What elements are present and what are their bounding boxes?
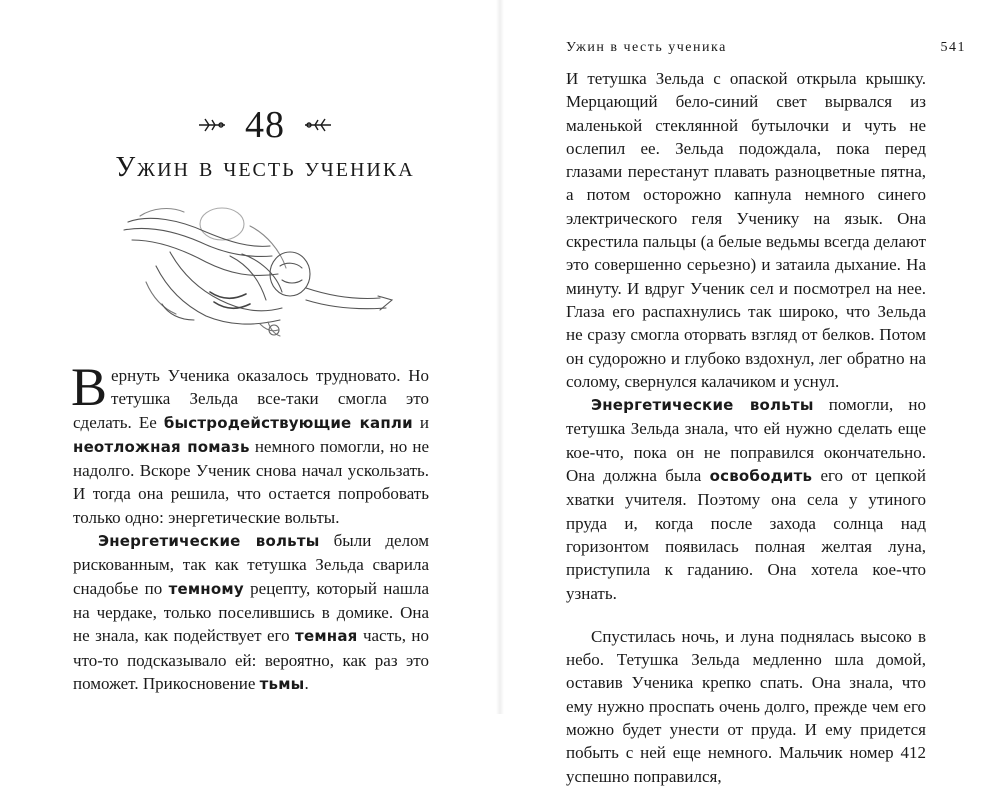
running-head-title: Ужин в честь ученика	[566, 40, 727, 55]
left-page-body	[71, 357, 430, 696]
page-number: 541	[940, 40, 966, 55]
emphasized-term: быстродействующие капли	[163, 413, 413, 432]
drop-cap: В	[71, 357, 108, 417]
paragraph	[566, 393, 926, 605]
chapter-number: 48	[245, 104, 285, 146]
emphasized-term: неотложная помазь	[73, 437, 250, 456]
text-run: его от цепкой хватки учителя. Поэтому она села у утиного пруда и, когда после захода солнца над горизонтом появилась полная желтая луна, приступила к гаданию. Она хотела кое-что узнать.	[566, 466, 927, 603]
chapter-number-row	[80, 103, 450, 147]
text-run: и	[419, 412, 430, 432]
text-run: рецепту, который нашла на чердаке, только поселившись в домике. Она не знала, как подействует его	[73, 578, 430, 646]
fleuron-left-icon	[197, 117, 227, 133]
text-run: были делом рискованным, так как тетушка Зельда сварила снадобье по	[73, 531, 430, 598]
right-page	[500, 0, 1000, 786]
running-head	[566, 40, 966, 60]
text-run: ернуть Ученика оказалось трудновато. Но тетушка Зельда все-таки смогла это сделать. Ее	[73, 366, 429, 432]
scene-break	[566, 605, 926, 625]
text-run: .	[304, 673, 309, 693]
text-run: помогли, но тетушка Зельда знала, что ей нужно сделать еще кое-что, пока он не поправился окончательно. Она должна была	[566, 395, 926, 486]
emphasized-term: Энергетические вольты	[98, 532, 320, 551]
paragraph: Спустилась ночь, и луна поднялась высоко в небо. Тетушка Зельда медленно шла домой, оставив Ученика крепко спать. Она знала, что ему нужно проспать очень долго, прежде чем его можно будет унести от пруда. И ему придется побыть с ней еще немного. Мальчик номер 412 успешно поправился,	[566, 626, 926, 786]
text-run: немного помогли, но не надолго. Вскоре Ученик снова начал ускользать. И тогда она решила, что остается попробовать только одно: энергетические вольты.	[73, 436, 430, 527]
fleuron-right-icon	[303, 117, 333, 133]
chapter-heading	[80, 103, 450, 185]
emphasized-term: Энергетические вольты	[591, 396, 814, 415]
paragraph: И тетушка Зельда с опаской открыла крышку. Мерцающий бело-синий свет вырвался из маленькой стеклянной бутылочки и чуть не ослепил ее. Зельда подождала, пока перед глазами перестанут плавать разноцветные пятна, а потом осторожно капнула немного синего электрического геля Ученику на язык. Она скрестила пальцы (а белые ведьмы всегда делают это совершенно серьезно) и затаила дыхание. На минуту. И вдруг Ученик сел и посмотрел на нее. Глаза его распахнулись так широко, что Зельда не сразу смогла оторвать взгляд от белков. Потом он судорожно и глубоко вздохнул, лег обратно на солому, свернулся калачиком и уснул.	[566, 69, 926, 391]
right-page-body	[566, 67, 926, 788]
chapter-title: Ужин в честь ученика	[115, 152, 415, 183]
sleeping-apprentice-illustration	[110, 196, 400, 346]
emphasized-term: освободить	[709, 467, 813, 486]
emphasized-term: темная	[295, 627, 358, 646]
emphasized-term: темному	[168, 579, 244, 598]
paragraph	[71, 357, 430, 529]
emphasized-term: тьмы	[259, 674, 305, 693]
left-page	[0, 0, 500, 714]
paragraph	[73, 529, 429, 696]
text-run: часть, но что-то подсказывало ей: вероятно, как раз это поможет. Прикосновение	[73, 626, 430, 693]
